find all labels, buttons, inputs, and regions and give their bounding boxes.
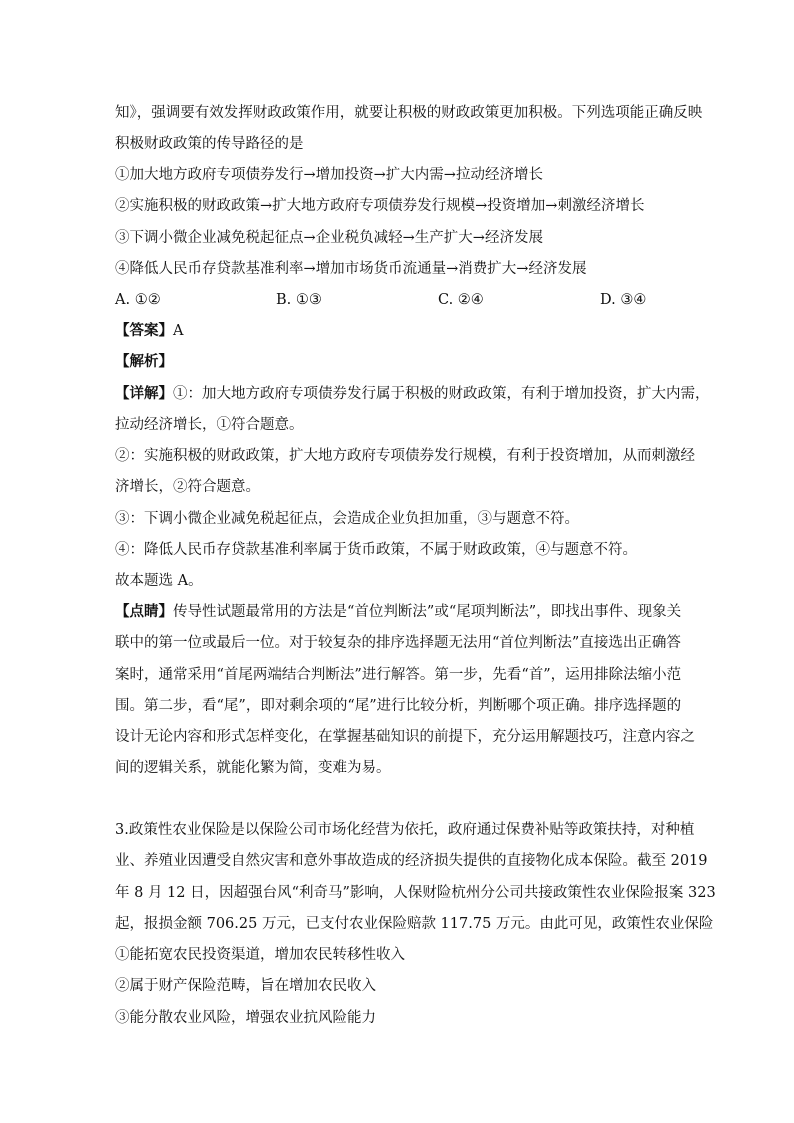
tip-label: 【点睛】 [115,603,173,620]
q2-answer [115,321,183,341]
q2-tip-line-6: 间的逻辑关系，就能化繁为简，变难为易。 [115,760,391,776]
tip-text: 传导性试题最常用的方法是“首位判断法”或“尾项判断法”，即找出事件、现象关 [173,604,682,620]
q2-item-4: ④降低人民币存贷款基准利率→增加市场货币流通量→消费扩大→经济发展 [115,261,587,277]
q2-tip-line-5: 设计无论内容和形式怎样变化，在掌握基础知识的前提下，充分运用解题技巧，注意内容之 [115,729,695,745]
q3-stem-line-4: 起，报损金额 706.25 万元，已支付农业保险赔款 117.75 万元。由此可见，政策性农业保险 [115,916,714,932]
detail-text: ①：加大地方政府专项债券发行属于积极的财政政策，有利于增加投资，扩大内需， [173,386,710,402]
q2-stem-line-2: 积极财政政策的传导路径的是 [115,136,304,152]
answer-label: 【答案】 [115,322,173,339]
q2-item-3: ③下调小微企业减免税起征点→企业税负减轻→生产扩大→经济发展 [115,230,543,246]
q2-tip-line-3: 案时，通常采用“首尾两端结合判断法”进行解答。第一步，先看“首”，运用排除法缩小范 [115,667,682,683]
analysis-label: 【解析】 [115,353,173,370]
q2-detail-line-2: 拉动经济增长，①符合题意。 [115,417,304,433]
q2-option-a: A. ①② [115,292,161,308]
q3-stem-line-1: 3.政策性农业保险是以保险公司市场化经营为依托，政府通过保费补贴等政策扶持，对种植 [115,822,695,838]
q3-item-1: ①能拓宽农民投资渠道，增加农民转移性收入 [115,947,405,963]
q2-detail-line-1 [115,384,710,404]
q2-stem-line-1: 知》，强调要有效发挥财政政策作用，就要让积极的财政政策更加积极。下列选项能正确反映 [115,105,703,121]
detail-label: 【详解】 [115,385,173,402]
q2-option-c: C. ②④ [438,292,484,308]
q3-stem-line-3: 年 8 月 12 日，因超强台风“利奇马”影响，人保财险杭州分公司共接政策性农业保险报案 323 [115,885,716,901]
q2-detail-3: ③：下调小微企业减免税起征点，会造成企业负担加重，③与题意不符。 [115,511,579,527]
q2-item-2: ②实施积极的财政政策→扩大地方政府专项债券发行规模→投资增加→刺激经济增长 [115,198,645,214]
q3-stem-line-2: 业、养殖业因遭受自然灾害和意外事故造成的经济损失提供的直接物化成本保险。截至 2019 [115,853,708,869]
q3-item-2: ②属于财产保险范畴，旨在增加农民收入 [115,978,376,994]
q2-option-d: D. ③④ [600,292,647,308]
q2-detail-4: ④：降低人民币存贷款基准利率属于货币政策，不属于财政政策，④与题意不符。 [115,542,637,558]
q2-tip-line-2: 联中的第一位或最后一位。对于较复杂的排序选择题无法用“首位判断法”直接选出正确答 [115,635,681,651]
answer-value: A [173,323,184,339]
q2-option-b: B. ①③ [276,292,322,308]
q2-detail2-line-2: 济增长，②符合题意。 [115,479,260,495]
q2-tip-line-1 [115,602,681,622]
q2-item-1: ①加大地方政府专项债券发行→增加投资→扩大内需→拉动经济增长 [115,167,543,183]
q2-detail2-line-1: ②：实施积极的财政政策，扩大地方政府专项债券发行规模，有利于投资增加，从而刺激经 [115,448,695,464]
q3-item-3: ③能分散农业风险，增强农业抗风险能力 [115,1010,376,1026]
q2-conclusion: 故本题选 A。 [115,573,203,589]
q2-tip-line-4: 围。第二步，看“尾”，即对剩余项的“尾”进行比较分析，判断哪个项正确。排序选择题的 [115,698,682,714]
